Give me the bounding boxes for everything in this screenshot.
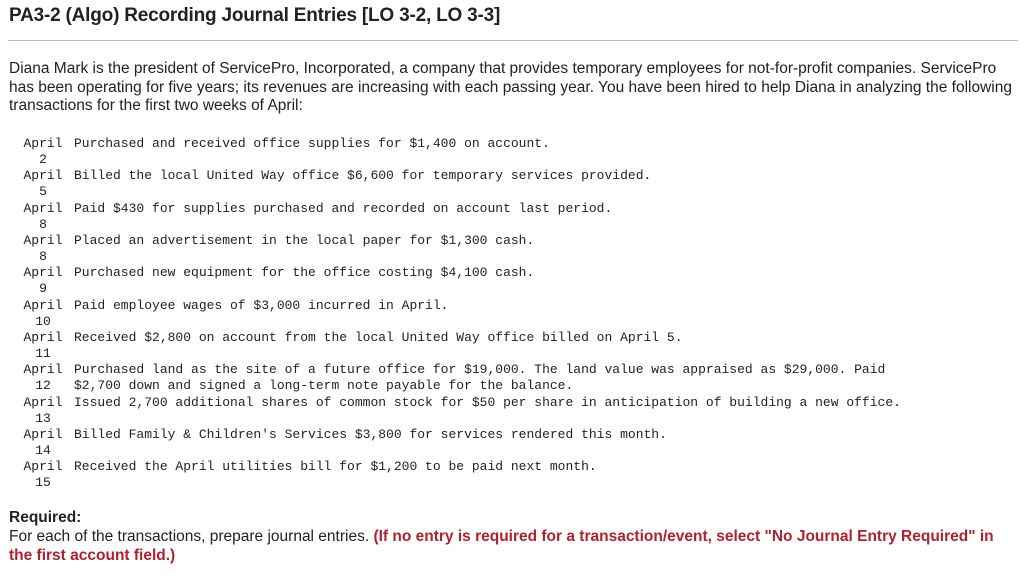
transaction-description: Billed the local United Way office $6,600 for temporary services provided. (74, 168, 652, 184)
transaction-description: Received the April utilities bill for $1,200 to be paid next month. (74, 459, 597, 475)
transaction-date: April 8 (23, 232, 63, 265)
transaction-date: April 8 (23, 200, 63, 232)
transaction-date: April 2 (23, 136, 63, 168)
transaction-description: Purchased new equipment for the office costing $4,100 cash. (74, 265, 535, 281)
transaction-row (20, 362, 1004, 394)
transaction-description: Issued 2,700 additional shares of common stock for $50 per share in anticipation of building a new office. (74, 394, 901, 410)
transaction-description: Received $2,800 on account from the local United Way office billed on April 5. (74, 329, 683, 345)
transaction-row (20, 136, 1004, 168)
transaction-row (20, 459, 1004, 491)
transaction-row (20, 168, 1004, 200)
transaction-date: April 12 (23, 362, 63, 394)
intro-paragraph: Diana Mark is the president of ServicePro, Incorporated, a company that provides temporary employees for not-for-profit companies. ServicePro has been operating for five years; its revenues are increasing with each passing year. You have been hired to help Diana in analyzing the following transactions for the first two weeks of April: (9, 60, 1012, 114)
transaction-row (20, 201, 1004, 233)
transaction-description: Placed an advertisement in the local paper for $1,300 cash. (74, 232, 535, 248)
page-title: PA3-2 (Algo) Recording Journal Entries [LO 3-2, LO 3-3] (9, 5, 501, 26)
transaction-date: April 11 (23, 329, 63, 362)
transaction-description: Purchased and received office supplies for $1,400 on account. (74, 136, 550, 151)
transaction-description: Paid employee wages of $3,000 incurred in April. (74, 297, 449, 313)
transaction-date: April 14 (23, 426, 63, 458)
required-instructions (9, 527, 1009, 565)
transactions-table (20, 136, 1004, 491)
transaction-date: April 5 (23, 168, 63, 200)
transaction-row (20, 298, 1004, 330)
transaction-row (20, 265, 1004, 297)
required-label: Required: (9, 509, 82, 526)
required-text: For each of the transactions, prepare journal entries. (9, 528, 370, 545)
transaction-row (20, 233, 1004, 265)
transaction-date: April 9 (23, 265, 63, 297)
transaction-date: April 15 (23, 459, 63, 491)
transaction-description: Purchased land as the site of a future office for $19,000. The land value was appraised as $29,000. Paid $2,700 down and signed a long-term note payable for the balance. (74, 362, 886, 394)
transaction-date: April 10 (23, 297, 63, 329)
transaction-row (20, 330, 1004, 362)
transaction-description: Paid $430 for supplies purchased and recorded on account last period. (74, 200, 613, 216)
transaction-row (20, 395, 1004, 427)
transaction-row (20, 427, 1004, 459)
transaction-date: April 13 (23, 394, 63, 426)
title-divider (8, 40, 1018, 41)
required-note: (If no entry is required for a transaction/event, select "No Journal Entry Required" in the first account field.) (9, 528, 994, 564)
transaction-description: Billed Family & Children's Services $3,800 for services rendered this month. (74, 426, 667, 442)
